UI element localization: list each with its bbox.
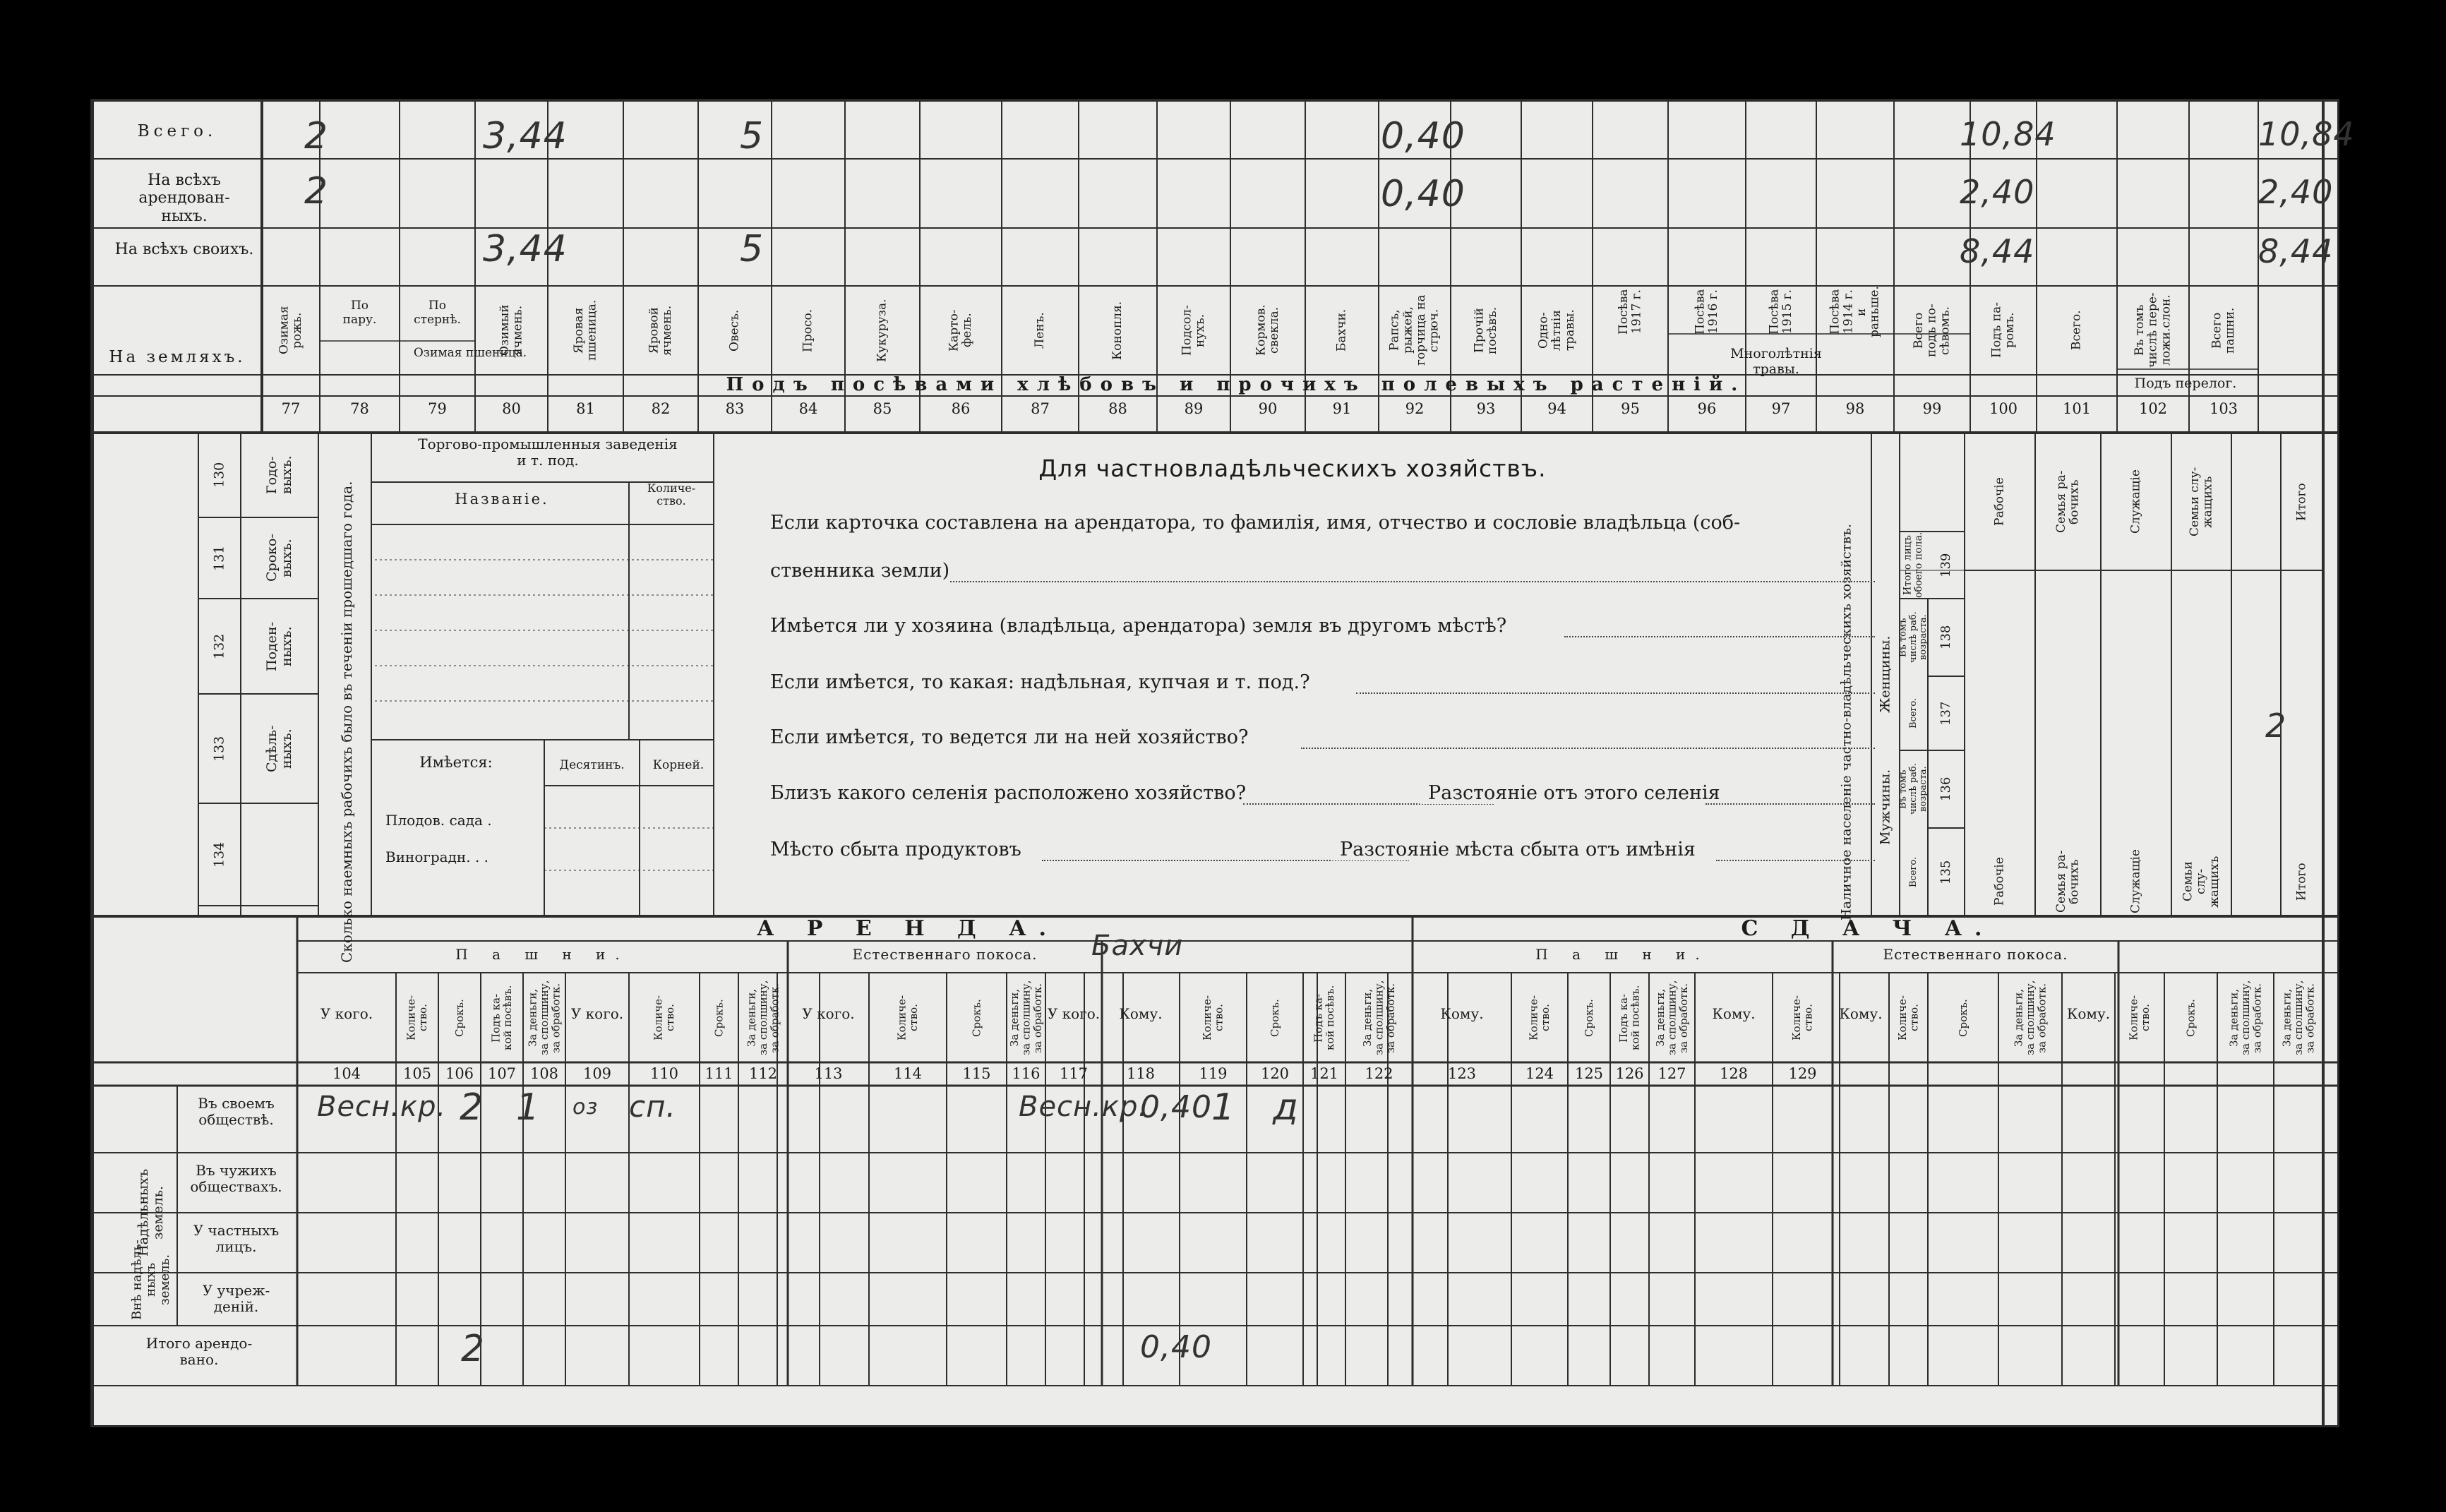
crop-header-102: Въ томъ числѣ пере- ложи.слон. <box>2132 292 2174 368</box>
crop-header-94: Одно- лѣтнія травы. <box>1536 309 1577 352</box>
hw-r1-105: 2 <box>460 1086 484 1129</box>
hw-total-105: 2 <box>461 1328 486 1370</box>
crop-num-77: 77 <box>281 400 301 417</box>
private-title: Для частновладѣльческихъ хозяйствъ. <box>1038 455 1547 482</box>
lease-sub-7: Срокъ. <box>712 999 726 1037</box>
lease-sub-28: Срокъ. <box>1956 999 1970 1037</box>
lease-sub-25: Количе- ство. <box>1790 995 1815 1041</box>
lease-sub-19: Кому. <box>1440 1005 1484 1022</box>
lease-sub-33: За деньги, за сполшину, за обработк. <box>2227 980 2264 1056</box>
hw-bahchi-note: Бахчи <box>1091 930 1184 962</box>
crop-header-91: Бахчи. <box>1334 308 1349 352</box>
pop-num-138: 138 <box>1938 625 1954 650</box>
lease-sub-32: Срокъ. <box>2184 999 2198 1037</box>
crop-num-96: 96 <box>1697 400 1717 417</box>
lease-sub-0: У кого. <box>320 1005 373 1022</box>
lease-sub-5: У кого. <box>570 1005 624 1022</box>
lease-group-2: П а ш н и. <box>1535 946 1710 963</box>
lease-vne-label: Внѣ надѣль- ныхъ земель. <box>129 1240 172 1320</box>
q4-line <box>1301 748 1875 749</box>
pop-sub-138: Въ томъ числѣ раб. возраста. <box>1898 611 1929 664</box>
hw-r1-113: Весн.кр. <box>1019 1091 1149 1123</box>
row-label-svoih: На всѣхъ своихъ. <box>114 241 254 258</box>
lease-sub-9: У кого. <box>802 1005 855 1022</box>
hw-arend-91: 0,40 <box>1381 173 1465 215</box>
hw-r1-107: оз <box>572 1095 599 1120</box>
workers-col-3: Сдѣль- ныхъ. <box>264 725 294 772</box>
hw-arend-77: 2 <box>304 170 329 212</box>
pop-cat-bot-4: Итого <box>2294 863 2309 901</box>
sdacha-title: С Д А Ч А. <box>1741 916 1995 941</box>
lease-sub-17: Подъ ка- кой посѣвъ. <box>1312 985 1336 1051</box>
trade-korney: Корней. <box>652 758 705 772</box>
census-card <box>90 99 2355 1427</box>
lease-num-115: 115 <box>962 1065 991 1082</box>
lease-sub-8: За деньги, за сполшину, за обработк. <box>745 980 781 1056</box>
q5a: Близъ какого селенія расположено хозяйство? <box>770 782 1247 804</box>
pop-cat-bot-0: Рабочіе <box>1992 857 2007 906</box>
pop-cat-top-3: Семьи слу- жащихъ <box>2187 467 2215 537</box>
lease-group-1: Естественнаго покоса. <box>852 946 1038 963</box>
crop-header-84: Просо. <box>801 308 815 352</box>
crop-num-91: 91 <box>1332 400 1352 417</box>
lease-num-119: 119 <box>1199 1065 1228 1082</box>
crop-header-89: Подсол- нухъ. <box>1180 305 1207 356</box>
crop-header-97: Посѣва 1915 г. <box>1767 289 1794 335</box>
pop-sub-137: Всего. <box>1907 697 1919 729</box>
lease-num-107: 107 <box>487 1065 517 1082</box>
lease-num-108: 108 <box>529 1065 559 1082</box>
lease-num-125: 125 <box>1574 1065 1604 1082</box>
crop-num-95: 95 <box>1621 400 1640 417</box>
lease-sub-26: Кому. <box>1839 1005 1883 1022</box>
crop-num-103: 103 <box>2209 400 2238 417</box>
row-label-vsego: Всего. <box>137 122 217 140</box>
pop-muzh: Мужчины. <box>1877 769 1893 845</box>
crop-num-83: 83 <box>725 400 745 417</box>
lease-num-112: 112 <box>748 1065 778 1082</box>
crop-num-99: 99 <box>1922 400 1942 417</box>
lease-row-2: У частныхъ лицъ. <box>193 1222 280 1255</box>
crop-num-78: 78 <box>350 400 369 417</box>
lease-num-114: 114 <box>893 1065 923 1082</box>
hw-vsego-91: 0,40 <box>1381 115 1465 157</box>
workers-num-131: 131 <box>211 545 227 571</box>
hw-vsego-82: 5 <box>740 115 765 157</box>
crop-num-100: 100 <box>1989 400 2018 417</box>
lease-sub-31: Количе- ство. <box>2127 995 2152 1041</box>
crop-header-98: Посѣва 1914 г. и раньше. <box>1828 286 1882 338</box>
q3-line <box>1356 692 1875 694</box>
workers-side-title: Сколько наемныхъ рабочихъ было въ теченіи прошедшаго года. <box>338 481 355 964</box>
q1: Если карточка составлена на арендатора, то фамилія, имя, отчество и сословіе владѣльца (соб- <box>770 512 1741 534</box>
crop-num-80: 80 <box>502 400 521 417</box>
hw-r1-104: Весн.кр. <box>317 1091 447 1123</box>
crop-num-94: 94 <box>1547 400 1566 417</box>
lease-num-116: 116 <box>1012 1065 1041 1082</box>
lease-num-120: 120 <box>1260 1065 1290 1082</box>
lease-num-124: 124 <box>1525 1065 1554 1082</box>
trade-qty-header: Количе- ство. <box>647 481 696 508</box>
q1-line <box>950 581 1875 582</box>
pop-num-135: 135 <box>1938 860 1954 884</box>
lease-num-106: 106 <box>445 1065 474 1082</box>
lease-num-104: 104 <box>332 1065 361 1082</box>
trade-vinograd: Виноградн. . . <box>385 848 489 865</box>
crop-num-92: 92 <box>1405 400 1425 417</box>
trade-name-header: Названіе. <box>455 491 549 508</box>
lease-row-3: У учреж- деній. <box>202 1282 270 1315</box>
lease-row-0: Въ своемъ обществѣ. <box>198 1095 275 1128</box>
crop-header-87: Ленъ. <box>1033 312 1048 349</box>
workers-num-132: 132 <box>211 633 227 659</box>
lease-sub-15: Количе- ство. <box>1201 995 1225 1041</box>
lease-nadel-label: Надѣльныхъ земель. <box>136 1168 166 1257</box>
lease-sub-24: Кому. <box>1712 1005 1756 1022</box>
pop-cat-top-4: Итого <box>2294 483 2309 521</box>
hw-vsego-99: 10,84 <box>1960 115 2056 153</box>
lease-group-0: П а ш н и. <box>455 946 630 963</box>
crop-num-86: 86 <box>951 400 971 417</box>
pop-sub-135: Всего. <box>1907 856 1919 888</box>
hw-vsego-77: 2 <box>304 115 329 157</box>
trade-imeetsya: Имѣется: <box>419 754 493 771</box>
q4: Если имѣется, то ведется ли на ней хозяйство? <box>770 726 1249 748</box>
crop-header-96: Посѣва 1916 г. <box>1693 289 1720 335</box>
pop-cat-bot-1: Семья ра- бочихъ <box>2054 850 2082 913</box>
lease-num-122: 122 <box>1365 1065 1393 1082</box>
lease-num-123: 123 <box>1447 1065 1477 1082</box>
lease-num-110: 110 <box>649 1065 679 1082</box>
q6b: Разстояніе мѣста сбыта отъ имѣнія <box>1331 839 1696 860</box>
crop-num-97: 97 <box>1771 400 1791 417</box>
perelog-label: Подъ перелог. <box>2134 376 2237 391</box>
band-title: Подъ посѣвами хлѣбовъ и прочихъ полевыхъ растеній. <box>726 374 1746 395</box>
hw-vsego-103: 10,84 <box>2258 115 2355 153</box>
lease-sub-20: Количе- ство. <box>1527 995 1552 1041</box>
crop-num-87: 87 <box>1031 400 1050 417</box>
crop-header-92: Рапсъ, рыжей, горчица на стрюч. <box>1387 294 1441 366</box>
lease-row-1: Въ чужихъ обществахъ. <box>190 1162 282 1195</box>
workers-col-2: Поден- ныхъ. <box>264 621 294 671</box>
lease-num-118: 118 <box>1126 1065 1156 1082</box>
row-label-arend: На всѣхъ арендован- ныхъ. <box>138 172 230 225</box>
crop-header-80: Озимый ячмень. <box>497 304 525 356</box>
q2: Имѣется ли у хозяина (владѣльца, арендатора) земля въ другомъ мѣстѣ? <box>770 615 1507 637</box>
crop-header-90: Кормов. свекла. <box>1254 304 1281 356</box>
lease-sub-2: Срокъ. <box>452 999 466 1037</box>
lease-num-129: 129 <box>1788 1065 1817 1082</box>
crop-header-95: Посѣва 1917 г. <box>1616 289 1644 335</box>
trade-desyatin: Десятинъ. <box>559 758 625 772</box>
hw-r1-108: сп. <box>629 1089 676 1124</box>
workers-num-130: 130 <box>211 462 227 488</box>
hw-arend-99: 2,40 <box>1960 173 2035 211</box>
lease-sub-3: Подъ ка- кой посѣвъ. <box>489 985 514 1051</box>
row-label-zemlyah: На земляхъ. <box>109 348 246 366</box>
lease-num-127: 127 <box>1657 1065 1686 1082</box>
crop-header-100: Подъ па- ромъ. <box>1989 302 2017 359</box>
hw-total-114: 0,40 <box>1140 1329 1212 1365</box>
lease-sub-18: За деньги, за сполшину, за обработк. <box>1360 980 1397 1056</box>
crop-header-77: Озимая рожь. <box>277 306 304 355</box>
q3: Если имѣется, то какая: надѣльная, купчая и т. под.? <box>770 671 1310 693</box>
q6a: Мѣсто сбыта продуктовъ <box>770 839 1021 860</box>
hw-svoih-99: 8,44 <box>1960 232 2035 270</box>
crop-header-81: Яровая пшеница. <box>571 299 599 361</box>
crop-num-98: 98 <box>1845 400 1865 417</box>
crop-num-79: 79 <box>428 400 447 417</box>
pop-itogo-obo: Итого лицъ обоего пола. <box>1902 532 1924 599</box>
hw-r1-114: 0,40 <box>1140 1089 1212 1125</box>
pop-num-139: 139 <box>1938 553 1954 577</box>
crop-num-81: 81 <box>576 400 595 417</box>
lease-sub-16: Срокъ. <box>1268 999 1281 1037</box>
hw-svoih-82: 5 <box>740 228 765 270</box>
crop-num-90: 90 <box>1258 400 1278 417</box>
hw-pop-mark: 2 <box>2265 707 2287 745</box>
lease-num-113: 113 <box>814 1065 843 1082</box>
lease-sub-6: Количе- ство. <box>652 995 676 1041</box>
pop-cat-bot-2: Служащіе <box>2128 849 2143 914</box>
trade-title: Торгово-промышленныя заведенія и т. под. <box>418 436 678 469</box>
lease-sub-34: За деньги, за сполшину, за обработк. <box>2280 980 2317 1056</box>
pop-num-137: 137 <box>1938 701 1954 726</box>
crop-header-99: Всего подъ по- сѣвомъ. <box>1911 304 1953 357</box>
crop-header-88: Конопля. <box>1110 301 1125 360</box>
workers-num-133: 133 <box>211 736 227 762</box>
hw-svoih-79: 3,44 <box>483 228 568 270</box>
lease-row-4: Итого арендо- вано. <box>145 1335 253 1368</box>
lease-sub-27: Количе- ство. <box>1896 995 1921 1041</box>
pop-cat-top-2: Служащіе <box>2128 469 2143 534</box>
crop-num-82: 82 <box>651 400 671 417</box>
pop-sub-136: Въ томъ числѣ раб. возраста. <box>1898 763 1929 815</box>
hw-svoih-103: 8,44 <box>2258 232 2334 270</box>
lease-sub-23: За деньги, за сполшину, за обработк. <box>1653 980 1690 1056</box>
hw-r1-116: д <box>1273 1086 1299 1129</box>
pop-cat-top-0: Рабочіе <box>1992 477 2007 527</box>
lease-num-121: 121 <box>1309 1065 1339 1082</box>
lease-sub-21: Срокъ. <box>1582 999 1595 1037</box>
crop-num-101: 101 <box>2062 400 2092 417</box>
pop-num-136: 136 <box>1938 776 1954 802</box>
workers-col-0: Годо- выхъ. <box>264 455 294 495</box>
lease-sub-14: Кому. <box>1119 1005 1163 1022</box>
lease-num-111: 111 <box>705 1065 733 1082</box>
workers-num-134: 134 <box>211 841 227 868</box>
arenda-title: А Р Е Н Д А. <box>757 916 1059 941</box>
population-side-title: Наличное населеніе частно-владѣльческихъ хозяйствъ. <box>1838 524 1854 920</box>
crop-header-82: Яровой ячмень. <box>647 305 674 356</box>
crop-num-89: 89 <box>1184 400 1204 417</box>
lease-sub-10: Количе- ство. <box>895 995 920 1041</box>
lease-num-105: 105 <box>402 1065 432 1082</box>
hw-r1-115: 1 <box>1211 1086 1236 1129</box>
pop-cat-bot-3: Семьи слу- жащихъ <box>2181 856 2222 908</box>
lease-sub-1: Количе- ство. <box>404 995 429 1041</box>
crop-header-83: Овесъ. <box>727 309 742 352</box>
pop-cat-top-1: Семья ра- бочихъ <box>2054 470 2082 534</box>
lease-sub-29: За деньги, за сполшину, за обработк. <box>2012 980 2049 1056</box>
lease-sub-11: Срокъ. <box>970 999 983 1037</box>
lease-num-109: 109 <box>582 1065 612 1082</box>
hw-r1-106: 1 <box>516 1086 541 1129</box>
crop-header-86: Карто- фель. <box>947 309 974 352</box>
crop-num-85: 85 <box>873 400 892 417</box>
q1b: ственника земли) <box>770 560 950 582</box>
mnogolet-label: Многолѣтнія травы. <box>1730 346 1822 377</box>
crop-header-85: Кукуруза. <box>875 299 889 362</box>
crop-header-101: Всего. <box>2069 310 2084 351</box>
hw-vsego-79: 3,44 <box>483 115 568 157</box>
crop-num-88: 88 <box>1108 400 1127 417</box>
lease-sub-30: Кому. <box>2066 1005 2111 1022</box>
crop-header-93: Прочій посѣвъ. <box>1472 306 1499 354</box>
lease-num-126: 126 <box>1615 1065 1644 1082</box>
crop-header-103: Всего пашни. <box>2210 307 2237 354</box>
crop-num-84: 84 <box>798 400 818 417</box>
trade-sad: Плодов. сада . <box>385 812 492 829</box>
pop-zhen: Женщины. <box>1877 635 1893 714</box>
workers-col-1: Сроко- выхъ. <box>264 534 294 582</box>
crop-header-78: По пару. <box>342 299 377 327</box>
lease-group-3: Естественнаго покоса. <box>1883 946 2068 963</box>
lease-num-128: 128 <box>1719 1065 1749 1082</box>
lease-sub-12: За деньги, за сполшину, за обработк. <box>1007 980 1044 1056</box>
q5b: Разстояніе отъ этого селенія <box>1420 782 1720 804</box>
lease-sub-13: У кого. <box>1047 1005 1101 1022</box>
hw-arend-103: 2,40 <box>2258 173 2334 211</box>
crop-num-93: 93 <box>1476 400 1496 417</box>
lease-sub-22: Подъ ка- кой посѣвъ. <box>1617 985 1642 1051</box>
crop-num-102: 102 <box>2138 400 2168 417</box>
lease-sub-4: За деньги, за сполшину, за обработк. <box>526 980 563 1056</box>
lease-num-117: 117 <box>1059 1065 1089 1082</box>
crop-header-79: По стернѣ. <box>414 299 461 327</box>
ozimaya-label: Озимая пшеница. <box>413 346 527 360</box>
